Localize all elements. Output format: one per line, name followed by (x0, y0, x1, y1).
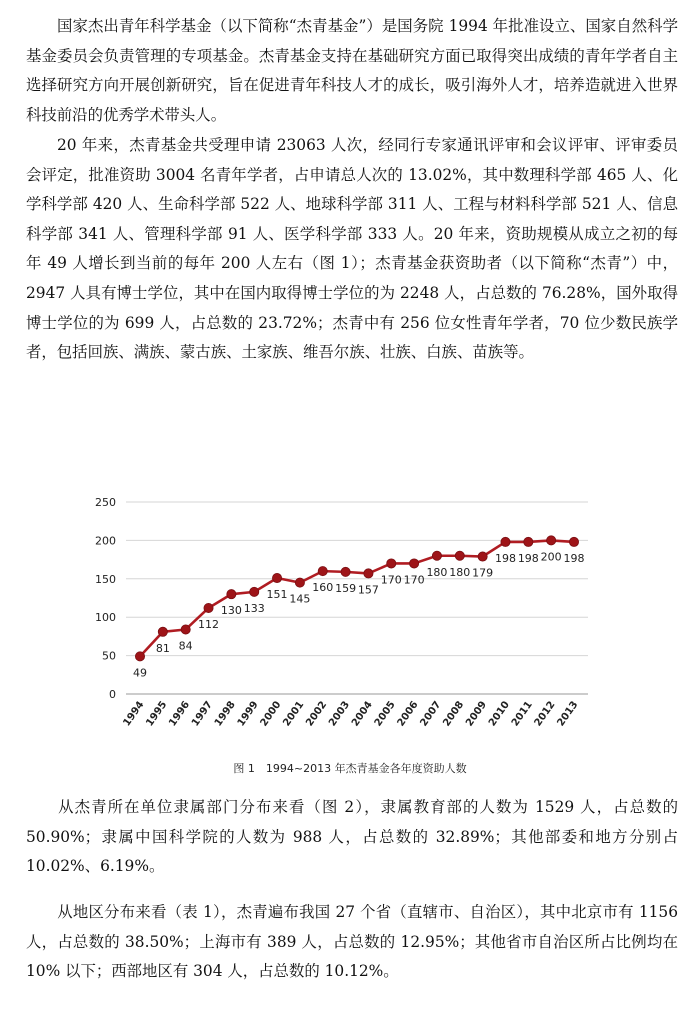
y-tick-label: 250 (95, 496, 116, 509)
figure-caption: 图 1 1994~2013 年杰青基金各年度资助人数 (233, 762, 467, 775)
data-label: 159 (335, 581, 357, 595)
data-label: 160 (312, 581, 334, 595)
paragraph-intro-text: 国家杰出青年科学基金（以下简称“杰青基金”）是国务院 1994 年批准设立、国家自然科学基金委员会负责管理的专项基金。杰青基金支持在基础研究方面已取得突出成绩的青年学者自主选择研究方向开展创新研究，旨在促进青年科技人才的成长，吸引海外人才，培养造就进入世界科技前沿的优秀学术带头人。 (26, 17, 678, 124)
data-label: 112 (198, 617, 220, 631)
data-label: 180 (449, 565, 471, 579)
data-label: 81 (155, 641, 170, 655)
x-tick-label: 1994 (121, 699, 147, 729)
x-tick-label: 2008 (441, 699, 467, 729)
data-label: 180 (426, 565, 448, 579)
data-point (204, 603, 213, 612)
x-tick-label: 1998 (212, 699, 238, 729)
x-tick-label: 2001 (281, 699, 307, 729)
data-label: 130 (220, 604, 242, 618)
data-point (272, 573, 281, 582)
data-point (478, 552, 487, 561)
paragraph-department-text: 从杰青所在单位隶属部门分布来看（图 2），隶属教育部的人数为 1529 人，占总数的 50.90%；隶属中国科学院的人数为 988 人，占总数的 32.89%；其他部委和地方分别占 10.02%、6.19%。 (26, 798, 678, 876)
data-point (524, 537, 533, 546)
data-label: 145 (289, 592, 311, 606)
data-label: 170 (403, 573, 425, 587)
data-label: 198 (517, 551, 539, 565)
data-label: 133 (243, 601, 265, 615)
x-tick-label: 2012 (532, 699, 558, 729)
data-label: 157 (357, 583, 379, 597)
data-point (341, 567, 350, 576)
paragraph-region-text: 从地区分布来看（表 1），杰青遍布我国 27 个省（直辖市、自治区），其中北京市有 1156 人，占总数的 38.50%；上海市有 389 人，占总数的 12.95%；其他省市自治区所占比例均在 10% 以下；西部地区有 304 人，占总数的 10.12%。 (26, 903, 678, 981)
x-tick-label: 2011 (509, 699, 535, 729)
data-label: 198 (494, 551, 516, 565)
x-tick-label: 2004 (349, 699, 375, 729)
x-tick-label: 2005 (372, 699, 398, 729)
data-label: 84 (178, 639, 193, 653)
data-point (295, 578, 304, 587)
data-point (410, 559, 419, 568)
paragraph-statistics-text: 20 年来，杰青基金共受理申请 23063 人次，经同行专家通讯评审和会议评审、评审委员会评定，批准资助 3004 名青年学者，占申请总人次的 13.02%，其中数理科学部 465 人、化学科学部 420 人、生命科学部 522 人、地球科学部 311 人、工程与材料科学部 521 人、信息科学部 341 人、管理科学部 91 人、医学科学部 333 人。20 年来，资助规模从成立之初的每年 49 人增长到当前的每年 200 人左右（图 1）；杰青基金获资助者（以下简称“杰青”）中，2947 人具有博士学位，其中在国内取得博士学位的为 2248 人，占总数的 76.28%，国外取得博士学位的为 699 人，占总数的 23.72%；杰青中有 256 位女性青年学者，70 位少数民族学者，包括回族、满族、蒙古族、土家族、维吾尔族、壮族、白族、苗族等。 (26, 136, 678, 362)
x-tick-label: 2002 (304, 699, 330, 729)
data-label: 151 (266, 588, 288, 602)
paragraph-intro (26, 12, 678, 130)
chart-svg (76, 488, 606, 746)
x-tick-label: 1999 (235, 699, 261, 729)
data-point (364, 569, 373, 578)
x-tick-label: 2009 (464, 699, 490, 729)
funding-line-chart (76, 488, 606, 746)
data-point (501, 537, 510, 546)
x-tick-label: 1995 (144, 699, 170, 729)
data-point (547, 536, 556, 545)
y-tick-label: 150 (95, 572, 116, 586)
y-tick-label: 0 (109, 688, 116, 701)
paragraph-region (26, 898, 678, 987)
y-tick-label: 100 (95, 611, 116, 625)
data-point (181, 625, 190, 634)
x-tick-label: 2007 (418, 699, 444, 729)
x-tick-label: 1996 (167, 699, 193, 729)
data-point (432, 551, 441, 560)
data-point (569, 537, 578, 546)
data-label: 198 (563, 551, 585, 565)
data-label: 170 (380, 573, 402, 587)
x-tick-label: 2006 (395, 699, 421, 729)
data-label: 179 (472, 566, 494, 580)
data-point (135, 652, 144, 661)
data-point (318, 567, 327, 576)
data-label: 49 (133, 666, 147, 680)
x-tick-label: 2013 (555, 699, 581, 729)
x-tick-label: 2010 (486, 699, 512, 729)
y-tick-label: 200 (95, 534, 116, 548)
data-point (387, 559, 396, 568)
x-tick-label: 1997 (190, 699, 215, 729)
x-tick-label: 2003 (327, 699, 353, 729)
data-point (250, 587, 259, 596)
paragraph-statistics (26, 131, 678, 368)
data-point (158, 627, 167, 636)
paragraph-department (26, 793, 678, 882)
data-point (227, 590, 236, 599)
x-tick-label: 2000 (258, 699, 284, 729)
data-label: 200 (540, 550, 562, 564)
y-tick-label: 50 (102, 649, 116, 663)
data-point (455, 551, 464, 560)
